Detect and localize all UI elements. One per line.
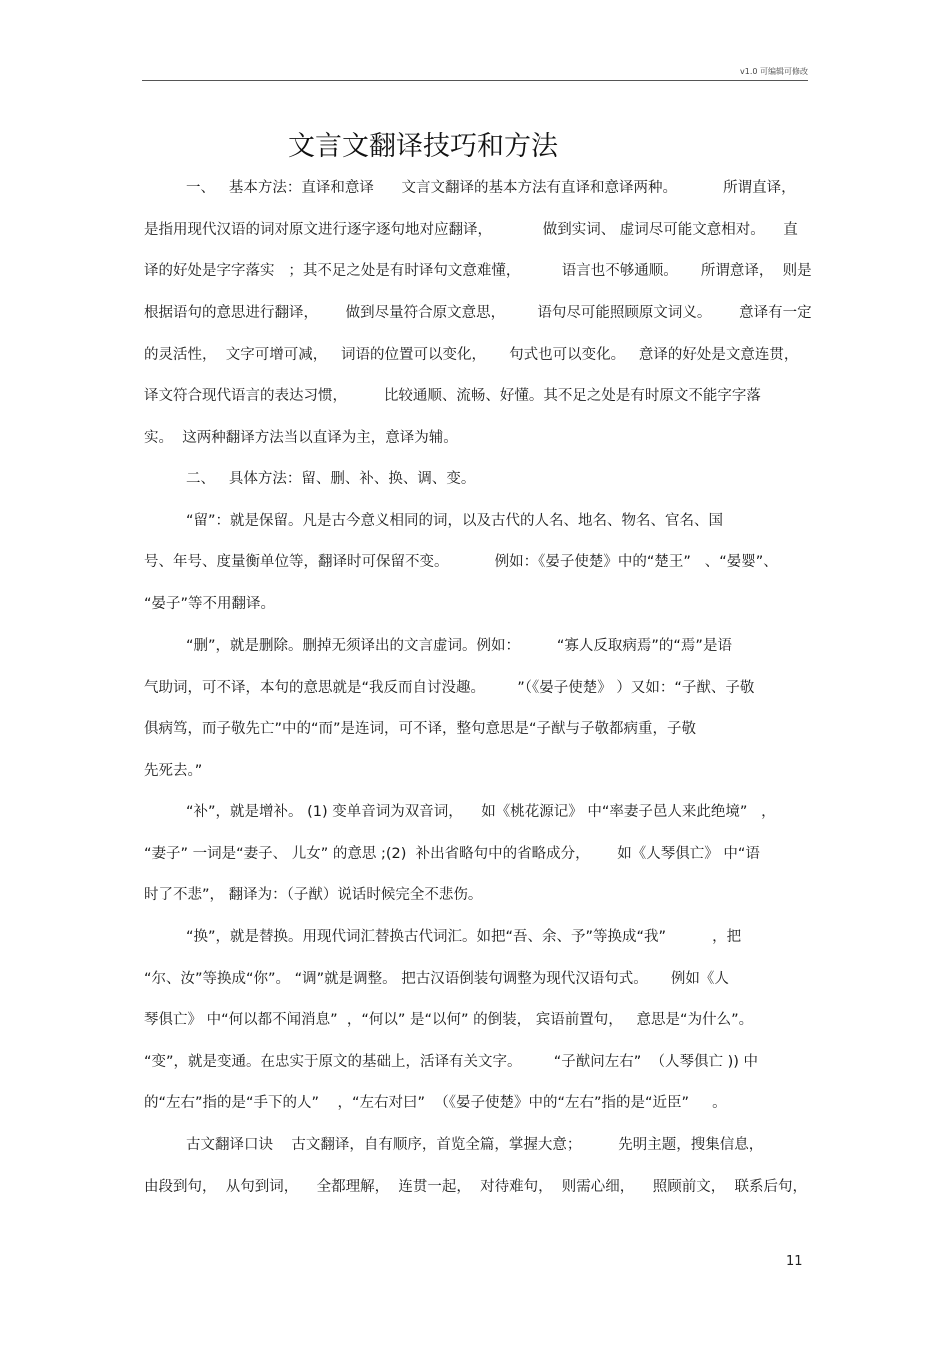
text-line: 二、 具体方法：留、删、补、换、调、变。 <box>186 471 476 487</box>
text-line: 译文符合现代语言的表达习惯， 比较通顺、流畅、好懂。其不足之处是有时原文不能字字落 <box>144 388 761 404</box>
text-line: 古文翻译口诀 古文翻译，自有顺序，首览全篇，掌握大意； 先明主题，搜集信息， <box>186 1137 764 1153</box>
text-line: “尔、汝”等换成“你”。 “调”就是调整。 把古汉语倒装句调整为现代汉语句式。 例如《人 <box>144 971 729 987</box>
text-line: 由段到句， 从句到词， 全都理解， 连贯一起， 对待难句， 则需心细， 照顾前文， 联系后句， <box>144 1179 807 1195</box>
text-line: “留”：就是保留。凡是古今意义相同的词，以及古代的人名、地名、物名、官名、国 <box>186 513 724 529</box>
text-line: 琴俱亡》 中“何以都不闻消息” ，“何以” 是“以何” 的倒装， 宾语前置句， 意思是“为什么”。 <box>144 1012 754 1028</box>
text-line: “删”，就是删除。删掉无须译出的文言虚词。例如： “寡人反取病焉”的“焉”是语 <box>186 638 732 654</box>
header-version-text: v1.0 可编辑可修改 <box>740 67 808 76</box>
text-line: 的“左右”指的是“手下的人” ，“左右对曰” （《晏子使楚》中的“左右”指的是“近臣” 。 <box>144 1095 727 1111</box>
document-title: 文言文翻译技巧和方法 <box>288 131 558 162</box>
page-number: 11 <box>786 1254 803 1269</box>
text-line: 时了不悲”， 翻译为：（子猷）说话时候完全不悲伤。 <box>144 887 483 903</box>
text-line: 实。 这两种翻译方法当以直译为主，意译为辅。 <box>144 430 458 446</box>
text-line: 俱病笃，而子敬先亡”中的“而”是连词，可不译，整句意思是“子猷与子敬都病重，子敬 <box>144 721 697 737</box>
text-line: “补”，就是增补。 (1) 变单音词为双音词， 如《桃花源记》 中“率妻子邑人来此绝境” ， <box>186 804 776 820</box>
text-line: “晏子”等不用翻译。 <box>144 596 276 612</box>
text-line: 先死去。” <box>144 763 203 779</box>
text-line: 一、 基本方法：直译和意译 文言文翻译的基本方法有直译和意译两种。 所谓直译， <box>186 180 796 196</box>
text-line: “换”，就是替换。用现代词汇替换古代词汇。如把“吾、余、予”等换成“我” ，把 <box>186 929 742 945</box>
text-line: 的灵活性， 文字可增可减， 词语的位置可以变化， 句式也可以变化。 意译的好处是文意连贯， <box>144 347 799 363</box>
header-rule <box>142 80 808 81</box>
text-line: 译的好处是字字落实 ；其不足之处是有时译句文意难懂， 语言也不够通顺。 所谓意译， 则是 <box>144 263 812 279</box>
text-line: 根据语句的意思进行翻译， 做到尽量符合原文意思， 语句尽可能照顾原文词义。 意译有一定 <box>144 305 812 321</box>
text-line: “变”，就是变通。在忠实于原文的基础上，活译有关文字。 “子猷问左右” （人琴俱亡 )) 中 <box>144 1054 759 1070</box>
text-line: 号、年号、度量衡单位等，翻译时可保留不变。 例如：《晏子使楚》中的“楚王” 、“晏婴”、 <box>144 554 778 570</box>
text-line: “妻子” 一词是“妻子、 儿女” 的意思 ;(2) 补出省略句中的省略成分， 如《人琴俱亡》 中“语 <box>144 846 760 862</box>
text-line: 是指用现代汉语的词对原文进行逐字逐句地对应翻译， 做到实词、 虚词尽可能文意相对。 直 <box>144 222 798 238</box>
text-line: 气助词，可不译，本句的意思就是“我反而自讨没趣。 ”（《晏子使楚》 ）又如：“子猷、子敬 <box>144 680 755 696</box>
